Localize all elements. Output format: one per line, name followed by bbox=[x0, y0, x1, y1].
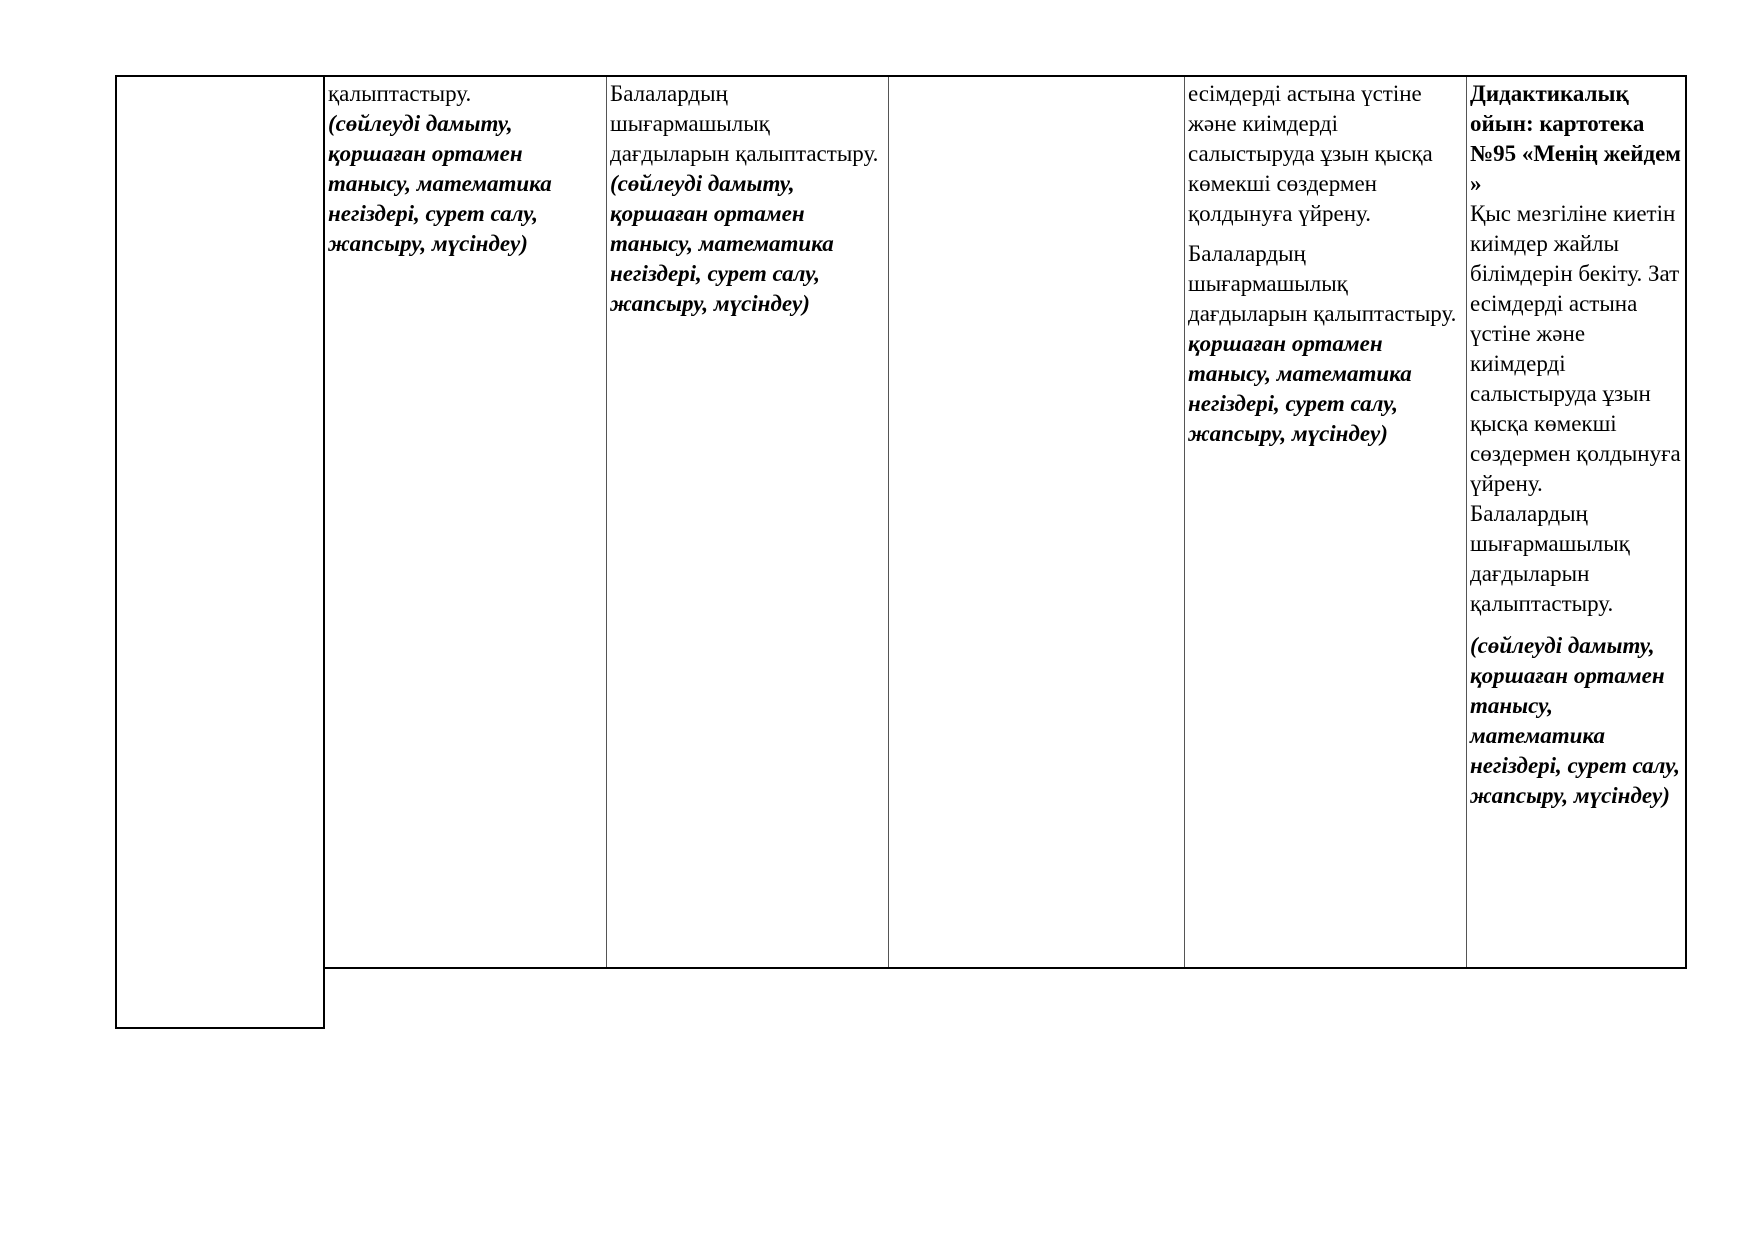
didactic-game-title: Дидактикалық ойын: картотека №95 «Менің жейдем » bbox=[1470, 81, 1681, 196]
cell-education-areas: қоршаған ортамен танысу, математика негіздері, сурет салу, жапсыру, мүсіндеу) bbox=[1188, 331, 1412, 446]
cell-text: есімдерді астына үстіне және киімдерді салыстыруда ұзын қысқа көмекші сөздермен қолдынуға үйрену. bbox=[1188, 81, 1433, 226]
cell-education-areas: (сөйлеуді дамыту, қоршаған ортамен танысу, математика негіздері, сурет салу, жапсыру, мүсіндеу) bbox=[610, 171, 834, 316]
activity-table bbox=[325, 75, 1687, 969]
cell-education-areas: (сөйлеуді дамыту, қоршаған ортамен танысу, математика негіздері, сурет салу, жапсыру, мүсіндеу) bbox=[328, 111, 552, 256]
cell-text: Қыс мезгіліне киетін киімдер жайлы білімдерін бекіту. Зат есімдерді астына үстіне және киімдерді салыстыруда ұзын қысқа көмекші сөздермен қолдынуға үйрену. bbox=[1470, 201, 1681, 496]
table-cell-col5 bbox=[1467, 77, 1685, 967]
cell-text: қалыптастыру. bbox=[328, 81, 472, 106]
cell-education-areas: (сөйлеуді дамыту, қоршаған ортамен танысу, математика негіздері, сурет салу, жапсыру, мүсіндеу) bbox=[1470, 633, 1680, 808]
cell-text-secondary: Балалардың шығармашылық дағдыларын қалыптастыру. bbox=[1188, 241, 1457, 326]
table-cell-col3 bbox=[889, 77, 1185, 967]
table-cell-col2 bbox=[607, 77, 889, 967]
cell-text: Балалардың шығармашылық дағдыларын қалыптастыру. bbox=[610, 81, 879, 166]
cell-text-secondary: Балалардың шығармашылық дағдыларын қалыптастыру. bbox=[1470, 501, 1630, 616]
table-cell-col4 bbox=[1185, 77, 1467, 967]
left-empty-cell bbox=[115, 75, 325, 1029]
table-cell-col1 bbox=[325, 77, 607, 967]
